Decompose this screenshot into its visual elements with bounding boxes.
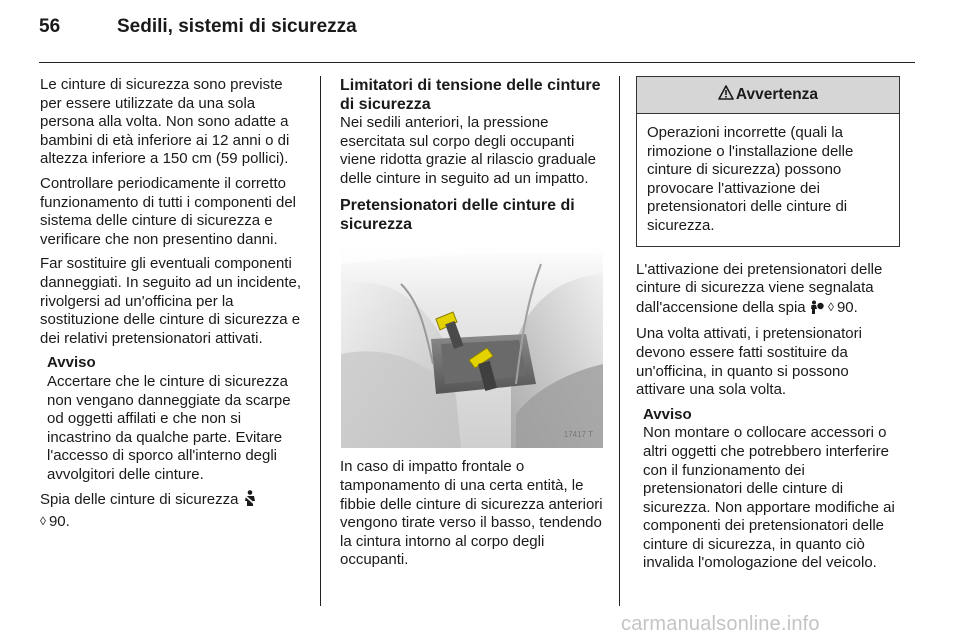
pretensioners-heading: Pretensionatori delle cinture di sicurezza [340, 197, 575, 234]
notice-block-2 [643, 406, 902, 573]
column-3 [636, 76, 902, 579]
airbag-pretensioner-icon [810, 300, 824, 320]
activation-page-reference: 90. [836, 298, 858, 316]
check-paragraph: Controllare periodicamente il corretto funzionamento di tutti i componenti del sistema delle cinture di sicurezza e verificare che non presentino danni. [40, 174, 296, 248]
intro-paragraph: Le cinture di sicurezza sono previste per essere utilizzate da una sola persona alla volta. Non sono adatte a bambini di età inferiore ai 12 anni o di altezza inferiore a 150 cm (59 pollici). [40, 76, 290, 168]
activation-text: L'attivazione dei pretensionatori delle cinture di sicurezza viene segnalata dall'accensione della spia [636, 260, 883, 316]
column-divider-2 [619, 76, 620, 606]
warning-title: Avvertenza [735, 85, 819, 103]
indicator-page-reference: 90. [48, 513, 70, 531]
warning-box [636, 76, 900, 247]
notice-text: Accertare che le cinture di sicurezza non vengano danneggiate da scarpe od oggetti affilati e che non si incastrino da qualche parte. Evitare l'accesso di sporco all'interno degli avvolgitori delle cinture. [47, 372, 291, 483]
replacement-paragraph: Una volta attivati, i pretensionatori devono essere fatti sostituire da un'officina, in quanto si possono attivare una sola volta. [636, 325, 862, 399]
notice-block [47, 354, 306, 484]
watermark: carmanualsonline.info [621, 613, 820, 635]
warning-text: Operazioni incorrette (quali la rimozione o l'installazione delle cinture di sicurezza) possono provocare l'attivazione dei pretensionatori delle cinture di sicurezza. [647, 124, 854, 234]
page-reference-icon: ◊ [828, 299, 834, 314]
page-header [39, 16, 919, 52]
notice-text-2: Non montare o collocare accessori o altri oggetti che potrebbero interferire con il funzionamento dei pretensionatori delle cinture di sicurezza. Non apportare modifiche ai componenti dei pretensionatori delle cinture di sicurezza, in quanto ciò invalida l'omologazione del veicolo. [643, 424, 895, 572]
indicator-paragraph [40, 490, 306, 531]
notice-title: Avviso [47, 354, 96, 372]
load-limiters-heading: Limitatori di tensione delle cinture di sicurezza [340, 77, 601, 113]
section-title: Sedili, sistemi di sicurezza [117, 16, 357, 37]
load-limiters-paragraph: Nei sedili anteriori, la pressione esercitata sul corpo degli occupanti viene ridotta grazie al rilascio graduale delle cinture in seguito ad un impatto. [340, 114, 596, 187]
seatbelt-warning-icon [243, 490, 257, 512]
warning-header [637, 77, 899, 114]
figure-code: 17417 T [563, 429, 593, 439]
warning-triangle-icon [718, 85, 734, 106]
notice-title-2: Avviso [643, 405, 692, 423]
column-divider-1 [320, 76, 321, 606]
activation-paragraph [636, 261, 902, 320]
column-2 [340, 76, 604, 576]
column-1 [40, 76, 306, 538]
replace-paragraph: Far sostituire gli eventuali componenti danneggiati. In seguito ad un incidente, rivolgersi ad un'officina per la sostituzione delle cinture di sicurezza e dei relativi pretensionatori attivati. [40, 255, 302, 347]
pretensioners-paragraph: In caso di impatto frontale o tamponamento di una certa entità, le fibbie delle cinture di sicurezza anteriori vengono tirate verso il basso, tendendo la cintura intorno al corpo degli occupanti. [340, 458, 603, 569]
indicator-text: Spia delle cinture di sicurezza [40, 491, 239, 509]
page-number: 56 [39, 16, 61, 37]
pretensioner-illustration [341, 244, 603, 448]
header-divider [39, 62, 915, 63]
page-reference-icon: ◊ [40, 514, 46, 529]
